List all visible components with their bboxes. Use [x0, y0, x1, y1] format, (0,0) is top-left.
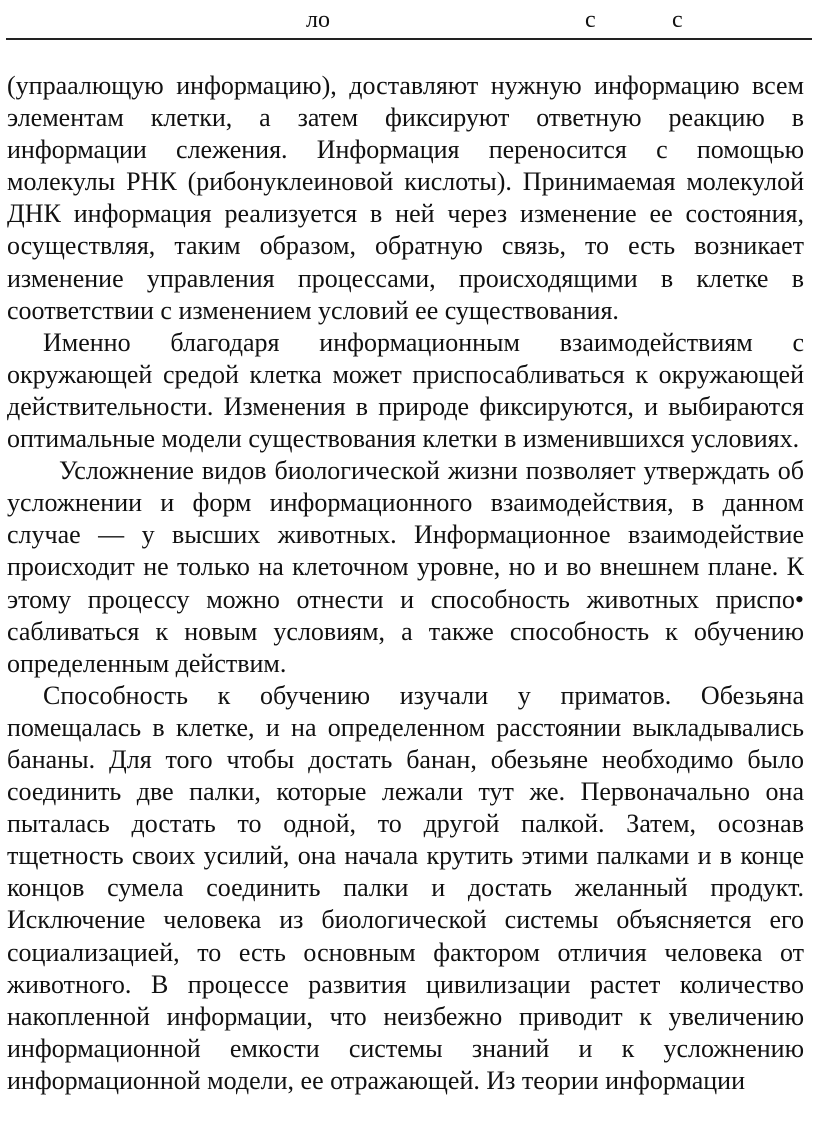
- running-header-fragment: с: [585, 7, 596, 33]
- paragraph: Усложнение видов биологической жизни позволяет утверждать об усложнении и форм информационного взаимодействия, в данном случае — у высших животных. Информационное взаимодействие происходит не только на клеточном уровне, но и во внешнем плане. К этому процессу можно отнести и способность животных приспо• сабливаться к новым условиям, а также способность к обучению определенным действим.: [7, 456, 804, 678]
- running-header-fragment: с: [672, 7, 683, 33]
- paragraph-continuation: (упраалющую информацию), доставляют нужную информацию всем элементам клетки, а затем фиксируют ответную реакцию в информации слежения. Информация переносится с помощью молекулы РНК (рибонуклеиновой кислоты). Принимаемая молекулой ДНК информация реализуется в ней через изменение ее состояния, осуществляя, таким образом, обратную связь, то есть возникает изменение управления процессами, происходящими в клетке в соответствии с изменением условий ее существования.: [7, 71, 804, 325]
- paragraph: Именно благодаря информационным взаимодействиям с окружающей средой клетка может приспосабливаться к окружающей действительности. Изменения в природе фиксируются, и выбираются оптимальные модели существования клетки в изменившихся условиях.: [7, 327, 804, 454]
- running-header-fragment: ло: [306, 7, 330, 33]
- header-rule: [6, 38, 812, 40]
- page-header: [0, 0, 816, 40]
- paragraph: Способность к обучению изучали у приматов. Обезьяна помещалась в клетке, и на определенном расстоянии выкладывались бананы. Для того чтобы достать банан, обезьяне необходимо было соединить две палки, которые лежали тут же. Первоначально она пыталась достать то одной, то другой палкой. Затем, осознав тщетность своих усилий, она начала крутить этими палками и в конце концов сумела соединить палки и достать желанный продукт. Исключение человека из биологической системы объясняется его социализацией, то есть основным фактором отличия человека от животного. В процессе развития цивилизации растет количество накопленной информации, что неизбежно приводит к увеличению информационной емкости системы знаний и к усложнению информационной модели, ее отражающей. Из теории информации: [7, 680, 804, 1095]
- page-body: [7, 70, 804, 1097]
